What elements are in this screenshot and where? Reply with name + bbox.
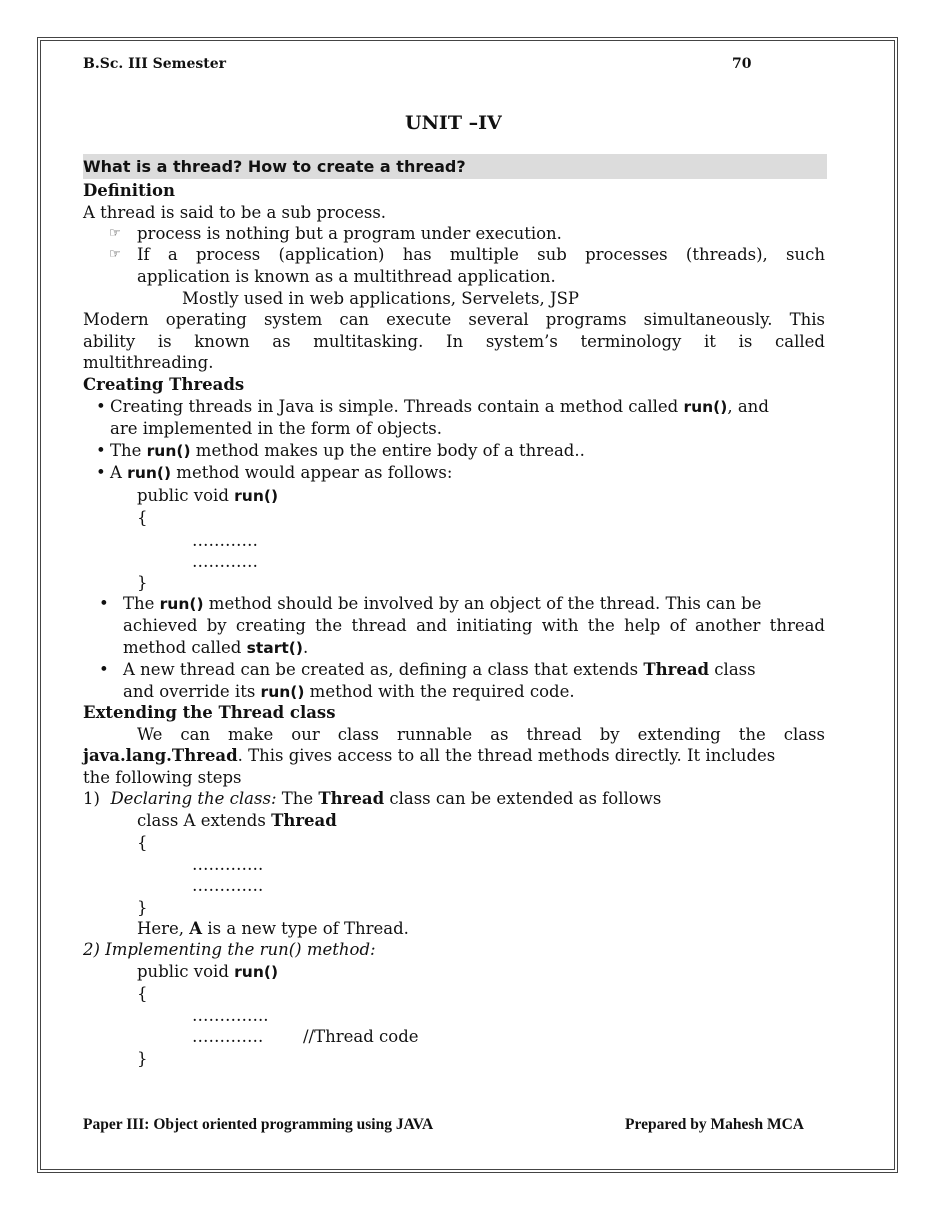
step-1: 1) Declaring the class: The Thread class can be extended as follows (83, 789, 662, 808)
creating-bullet-5: A new thread can be created as, defining a class that extends Thread class (123, 660, 756, 679)
definition-bullet: If a process (application) has multiple sub processes (threads), such (137, 245, 825, 264)
extending-heading: Extending the Thread class (83, 703, 336, 722)
bullet-dot: • (96, 441, 106, 460)
footer-paper-title: Paper III: Object oriented programming using JAVA (83, 1116, 434, 1133)
code-brace-open: { (137, 833, 148, 852)
extending-paragraph: java.lang.Thread. This gives access to all the thread methods directly. It includes (83, 746, 776, 765)
code-brace-open: { (137, 984, 148, 1003)
code-placeholder: …………. (192, 1027, 264, 1046)
creating-bullet-1-continuation: are implemented in the form of objects. (110, 419, 442, 438)
step-2: 2) Implementing the run() method: (83, 940, 376, 959)
code-placeholder: …………. (192, 876, 264, 895)
creating-bullet-4-continuation: achieved by creating the thread and initiating with the help of another thread (123, 616, 825, 635)
pointing-hand-icon: ☞ (109, 226, 121, 241)
question-heading: What is a thread? How to create a thread? (83, 157, 466, 176)
bullet-dot: • (96, 463, 106, 482)
extending-paragraph: We can make our class runnable as thread by extending the class (137, 725, 825, 744)
pointing-hand-icon: ☞ (109, 247, 121, 262)
definition-heading: Definition (83, 181, 175, 200)
creating-bullet-4-continuation: method called start(). (123, 638, 309, 657)
code-brace-close: } (137, 1049, 148, 1068)
creating-threads-heading: Creating Threads (83, 375, 245, 394)
paragraph-line: multithreading. (83, 353, 214, 372)
bullet-dot: • (99, 594, 109, 613)
footer-author: Prepared by Mahesh MCA (625, 1116, 804, 1133)
code-placeholder: ………… (192, 552, 258, 571)
header-semester: B.Sc. III Semester (83, 56, 226, 72)
code-line: public void run() (137, 486, 279, 505)
definition-bullet: process is nothing but a program under execution. (137, 224, 562, 243)
code-placeholder: …………. (192, 855, 264, 874)
code-brace-close: } (137, 898, 148, 917)
code-placeholder: ………… (192, 531, 258, 550)
definition-note: Mostly used in web applications, Servelets, JSP (182, 289, 579, 308)
code-brace-open: { (137, 508, 148, 527)
creating-bullet-1: Creating threads in Java is simple. Threads contain a method called run(), and (110, 397, 769, 416)
code-line: class A extends Thread (137, 811, 337, 830)
bullet-dot: • (99, 660, 109, 679)
code-explanation: Here, A is a new type of Thread. (137, 919, 409, 938)
unit-title: UNIT –IV (405, 112, 502, 134)
paragraph-line: Modern operating system can execute several programs simultaneously. This (83, 310, 825, 329)
bullet-dot: • (96, 397, 106, 416)
code-comment: //Thread code (303, 1027, 419, 1046)
code-brace-close: } (137, 573, 148, 592)
definition-text: A thread is said to be a sub process. (83, 203, 387, 222)
page-number: 70 (732, 56, 752, 72)
extending-paragraph: the following steps (83, 768, 242, 787)
paragraph-line: ability is known as multitasking. In system’s terminology it is called (83, 332, 825, 351)
code-placeholder: ………….. (192, 1006, 269, 1025)
creating-bullet-4: The run() method should be involved by an object of the thread. This can be (123, 594, 762, 613)
creating-bullet-2: The run() method makes up the entire body of a thread.. (110, 441, 585, 460)
creating-bullet-3: A run() method would appear as follows: (110, 463, 453, 482)
definition-bullet-continuation: application is known as a multithread application. (137, 267, 556, 286)
creating-bullet-5-continuation: and override its run() method with the required code. (123, 682, 575, 701)
code-line: public void run() (137, 962, 279, 981)
